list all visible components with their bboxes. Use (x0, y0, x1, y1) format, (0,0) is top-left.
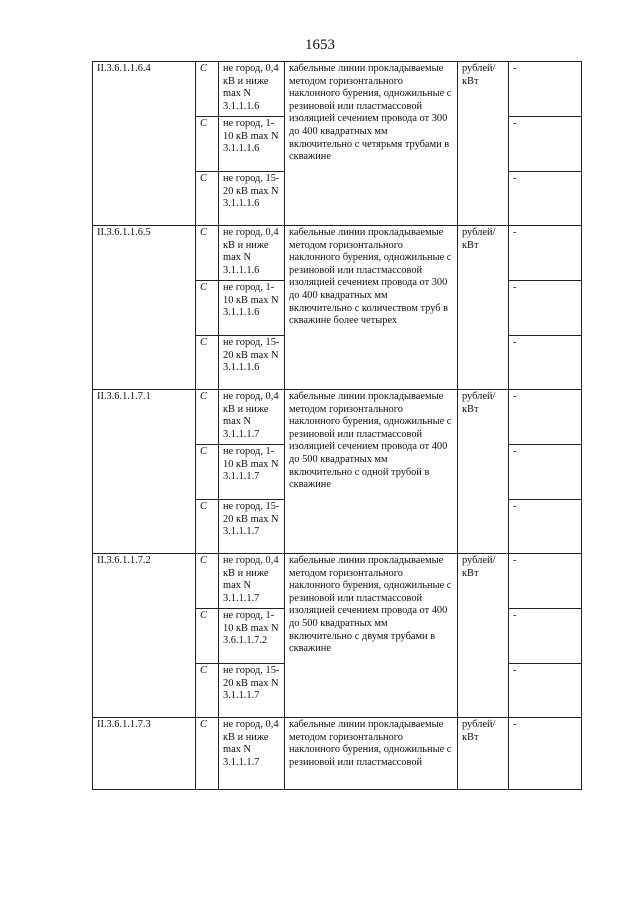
value-cell: - (509, 226, 582, 281)
category-cell: С (196, 336, 219, 390)
condition-cell: не город, 15-20 кВ max N 3.1.1.1.7 (219, 500, 285, 554)
value-cell: - (509, 609, 582, 664)
description-cell: кабельные линии прокладываемые методом горизонтального наклонного бурения, одножильные с резиновой или пластмассовой изоляцией сечением провода от 300 до 400 квадратных мм включительно с четярьмя трубами в скважине (285, 62, 458, 226)
condition-cell: не город, 0,4 кВ и ниже max N 3.1.1.1.7 (219, 554, 285, 609)
item-code: II.3.6.1.1.6.4 (93, 62, 196, 226)
item-code: II.3.6.1.1.7.2 (93, 554, 196, 718)
category-cell: С (196, 445, 219, 500)
category-cell: С (196, 664, 219, 718)
unit-cell: рублей/ кВт (458, 226, 509, 390)
item-code: II.3.6.1.1.7.3 (93, 718, 196, 790)
table-row (93, 554, 582, 609)
category-cell: С (196, 554, 219, 609)
category-cell: С (196, 62, 219, 117)
category-cell: С (196, 117, 219, 172)
value-cell: - (509, 390, 582, 445)
table-row (93, 62, 582, 117)
value-cell: - (509, 718, 582, 790)
value-cell: - (509, 281, 582, 336)
item-code: II.3.6.1.1.6.5 (93, 226, 196, 390)
value-cell: - (509, 117, 582, 172)
condition-cell: не город, 15-20 кВ max N 3.1.1.1.6 (219, 172, 285, 226)
value-cell: - (509, 172, 582, 226)
unit-cell: рублей/ кВт (458, 62, 509, 226)
condition-cell: не город, 0,4 кВ и ниже max N 3.1.1.1.7 (219, 718, 285, 790)
unit-cell: рублей/ кВт (458, 390, 509, 554)
category-cell: С (196, 609, 219, 664)
condition-cell: не город, 1-10 кВ max N 3.1.1.1.6 (219, 117, 285, 172)
condition-cell: не город, 1-10 кВ max N 3.1.1.1.6 (219, 281, 285, 336)
description-cell: кабельные линии прокладываемые методом горизонтального наклонного бурения, одножильные с резиновой или пластмассовой изоляцией сечением провода от 400 до 500 квадратных мм включительно с одной трубой в скважине (285, 390, 458, 554)
value-cell: - (509, 62, 582, 117)
category-cell: С (196, 500, 219, 554)
category-cell: С (196, 281, 219, 336)
condition-cell: не город, 15-20 кВ max N 3.1.1.1.6 (219, 336, 285, 390)
condition-cell: не город, 0,4 кВ и ниже max N 3.1.1.1.6 (219, 62, 285, 117)
condition-cell: не город, 1-10 кВ max N 3.6.1.1.7.2 (219, 609, 285, 664)
category-cell: С (196, 226, 219, 281)
unit-cell: рублей/ кВт (458, 718, 509, 790)
condition-cell: не город, 15-20 кВ max N 3.1.1.1.7 (219, 664, 285, 718)
table-row (93, 718, 582, 790)
item-code: II.3.6.1.1.7.1 (93, 390, 196, 554)
condition-cell: не город, 0,4 кВ и ниже max N 3.1.1.1.7 (219, 390, 285, 445)
value-cell: - (509, 664, 582, 718)
value-cell: - (509, 445, 582, 500)
condition-cell: не город, 0,4 кВ и ниже max N 3.1.1.1.6 (219, 226, 285, 281)
description-cell: кабельные линии прокладываемые методом горизонтального наклонного бурения, одножильные с резиновой или пластмассовой изоляцией сечением провода от 300 до 400 квадратных мм включительно с количеством труб в скважине более четырех (285, 226, 458, 390)
condition-cell: не город, 1-10 кВ max N 3.1.1.1.7 (219, 445, 285, 500)
value-cell: - (509, 336, 582, 390)
description-cell: кабельные линии прокладываемые методом горизонтального наклонного бурения, одножильные с резиновой или пластмассовой изоляцией сечением провода от 400 до 500 квадратных мм включительно с двумя трубами в скважине (285, 554, 458, 718)
description-cell: кабельные линии прокладываемые методом горизонтального наклонного бурения, одножильные с резиновой или пластмассовой (285, 718, 458, 790)
table-row (93, 390, 582, 445)
value-cell: - (509, 500, 582, 554)
category-cell: С (196, 390, 219, 445)
category-cell: С (196, 718, 219, 790)
tariff-table (92, 61, 582, 790)
page-number: 1653 (305, 37, 335, 53)
category-cell: С (196, 172, 219, 226)
value-cell: - (509, 554, 582, 609)
unit-cell: рублей/ кВт (458, 554, 509, 718)
table-row (93, 226, 582, 281)
